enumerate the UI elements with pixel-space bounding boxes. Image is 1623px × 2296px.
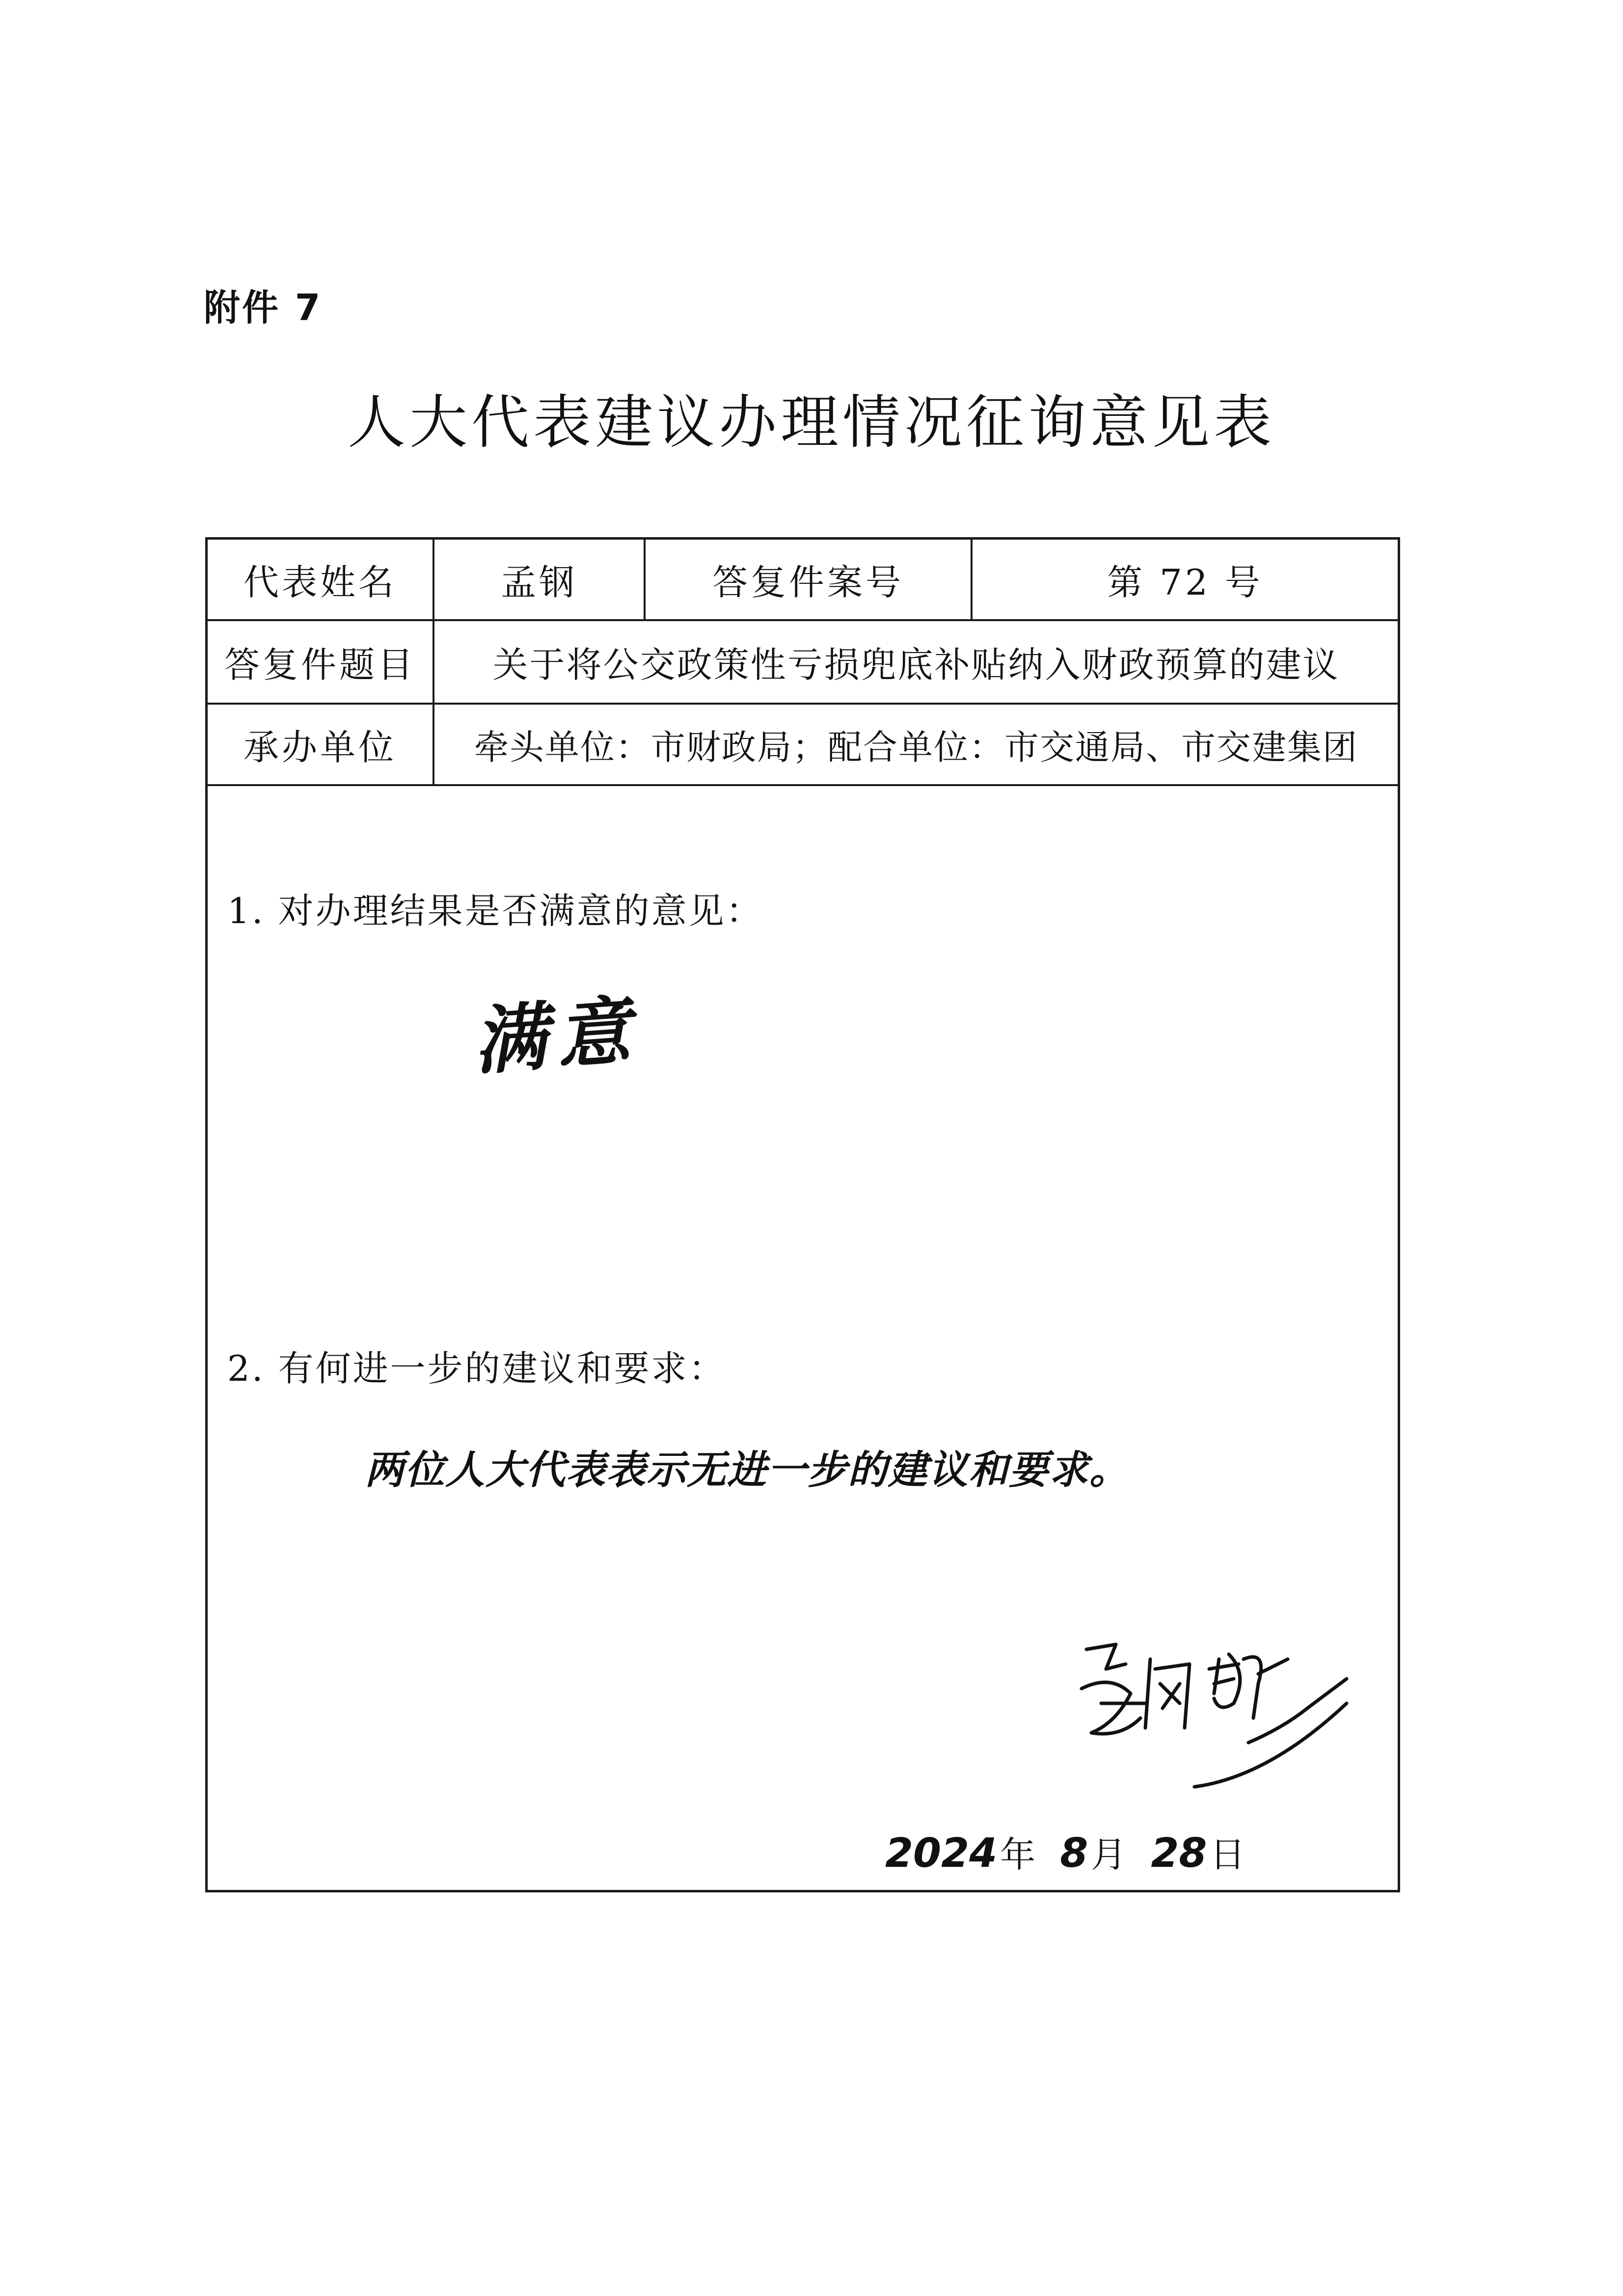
date-year: 2024: [885, 1830, 998, 1877]
question-2-handwritten-answer: 两位人大代表表示无进一步的建议和要求。: [365, 1447, 1130, 1493]
case-no-label: 答复件案号: [646, 540, 973, 619]
handwritten-signature: [1072, 1630, 1366, 1816]
signature-date: [885, 1826, 1270, 1877]
date-year-unit: 年: [1000, 1834, 1036, 1875]
question-1-handwritten-answer: 满意: [470, 987, 643, 1085]
unit-value: 牵头单位：市财政局；配合单位：市交通局、市交建集团: [474, 727, 1358, 767]
topic-value: 关于将公交政策性亏损兜底补贴纳入财政预算的建议: [492, 644, 1340, 685]
date-month: 8: [1060, 1830, 1088, 1877]
case-no-value: 第 72 号: [1107, 562, 1263, 603]
document-title: 人大代表建议办理情况征询意见表: [347, 388, 1275, 456]
rep-name-value: 孟钢: [434, 540, 646, 619]
opinion-form: [205, 537, 1400, 1892]
topic-label: 答复件题目: [208, 621, 434, 703]
question-1-label: 1. 对办理结果是否满意的意见：: [227, 890, 763, 931]
rep-name-label: 代表姓名: [208, 540, 434, 619]
form-row-topic: [208, 621, 1398, 705]
form-row-unit: [208, 705, 1398, 786]
unit-label: 承办单位: [208, 705, 434, 784]
form-row-representative: [208, 540, 1398, 621]
attachment-label: 附件 7: [204, 287, 323, 329]
question-2-label: 2. 有何进一步的建议和要求：: [227, 1348, 726, 1389]
date-day-unit: 日: [1210, 1834, 1245, 1875]
date-day: 28: [1151, 1830, 1207, 1877]
date-month-unit: 月: [1091, 1834, 1127, 1875]
